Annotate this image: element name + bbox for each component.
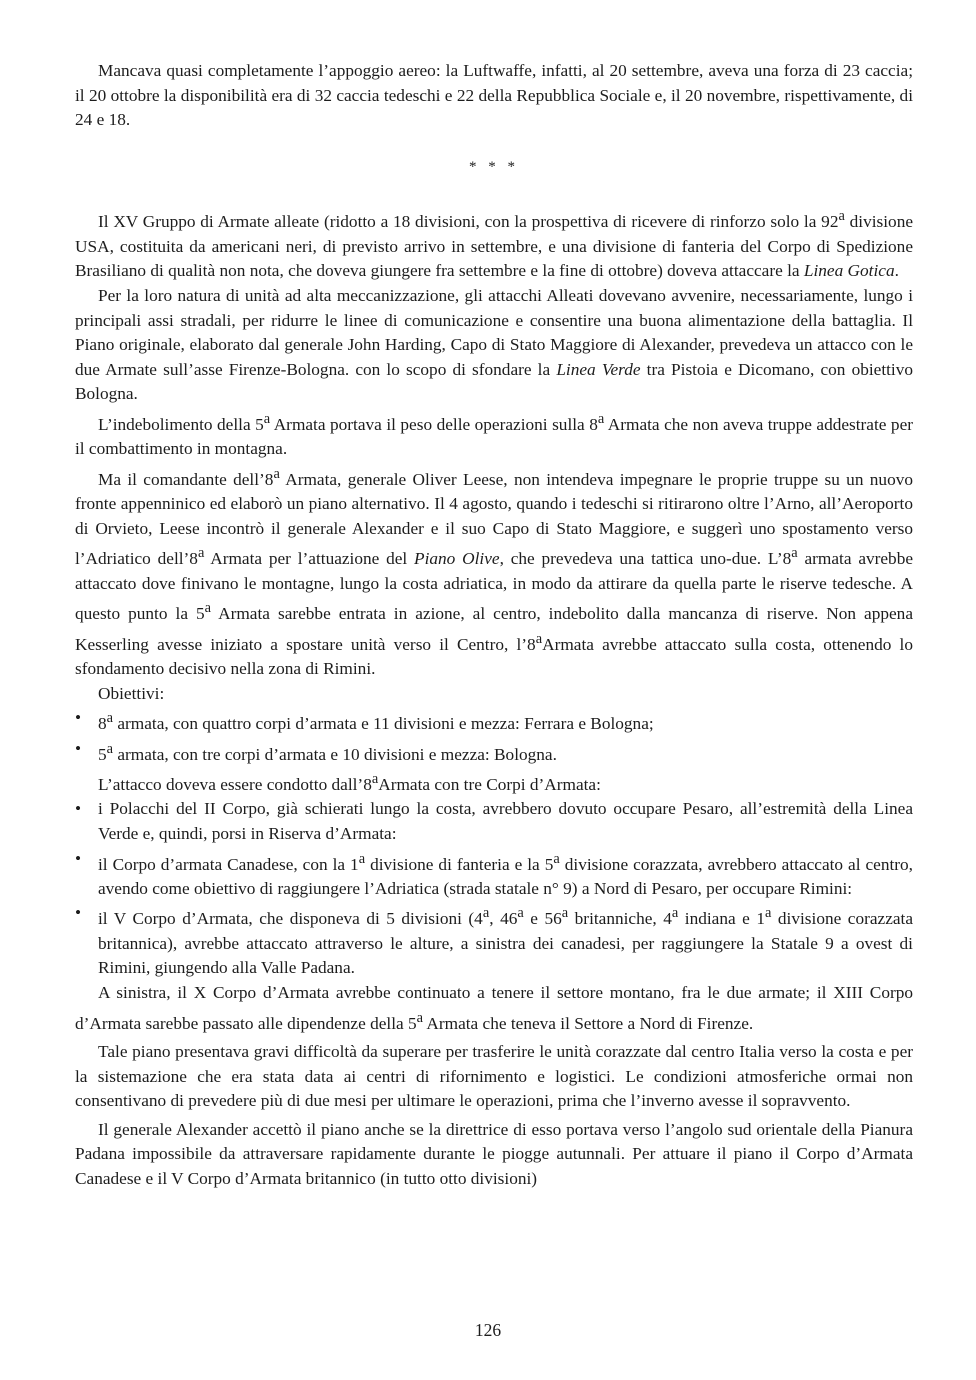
list-item <box>75 737 913 767</box>
ordinal-superscript: a <box>416 1009 424 1026</box>
ordinal-superscript: a <box>671 905 679 922</box>
text-run: Armata con tre Corpi d’Armata: <box>378 774 601 794</box>
paragraph-air-support: Mancava quasi completamente l’appoggio aereo: la Luftwaffe, infatti, al 20 settembre, aveva una forza di 23 caccia; il 20 ottobre la disponibilità era di 32 caccia tedeschi e 22 della Repubblica Sociale e, il 20 novembre, rispettivamente, di 24 e 18. <box>75 61 913 130</box>
paragraph-left-sector <box>75 981 913 1036</box>
list-item <box>75 847 913 902</box>
text-run: Ma il comandante dell’8 <box>98 469 274 489</box>
text-run: , che prevedeva una tattica uno-due. L’8 <box>499 549 792 569</box>
ordinal-superscript: a <box>482 905 490 922</box>
text-run: indiana e 1 <box>678 909 765 929</box>
ordinal-superscript: a <box>106 710 114 727</box>
text-run: armata avrebbe attaccato dove finivano le montagne, lungo la costa adriatica, in modo da attirare da quella parte le riserve tedesche. A questo punto la 5 <box>75 549 914 624</box>
section-separator: * * * <box>469 158 519 175</box>
objectives-list <box>75 706 913 767</box>
corps-list <box>75 797 913 981</box>
text-run: , 46 <box>489 909 518 929</box>
text-run: L’attacco doveva essere condotto dall’8 <box>98 774 372 794</box>
text-run: Per la loro natura di unità ad alta meccanizzazione, gli attacchi Alleati dovevano avvenire, necessariamente, lungo i principali assi stradali, per ridurre le linee di comunicazione e consentire una buona alimentazione della battaglia. Il Piano originale, elaborato dal generale John Harding, Capo di Stato Maggiore di Alexander, prevedeva un attacco con le due Armate sull’asse Firenze-Bologna. con lo scopo di sfondare la <box>75 285 913 379</box>
text-run: divisione di fanteria e la 5 <box>365 854 554 874</box>
text-run: Armata che teneva il Settore a Nord di Firenze. <box>423 1013 754 1033</box>
text-run: 8 <box>98 714 107 734</box>
ordinal-superscript: a <box>765 905 772 922</box>
italic-term: Linea Verde <box>556 359 641 379</box>
text-run: 5 <box>98 744 107 764</box>
paragraph-difficulties: Tale piano presentava gravi difficoltà da superare per trasferire le unità corazzate dal centro Italia verso la costa e per la sistemazione che era stata data ai centri di rifornimento e logistici. Le condizioni atmosferiche ormai non consentivano di prevedere più di due mesi per ultimare le operazioni, prima che l’inverno avesse il sopravvento. <box>75 1041 913 1111</box>
text-run: L’indebolimento della 5 <box>98 414 264 434</box>
text-run: Armata per l’attuazione del <box>204 549 415 569</box>
text-run: armata, con tre corpi d’armata e 10 divisioni e mezza: Bologna. <box>113 744 557 764</box>
ordinal-superscript: a <box>597 410 605 427</box>
text-run: britanniche, 4 <box>568 909 672 929</box>
text-run: e 56 <box>523 909 562 929</box>
paragraph-alexander-accepts: Il generale Alexander accettò il piano anche se la direttrice di esso portava verso l’angolo sud orientale della Pianura Padana impossibile da attraversare rapidamente durante le piogge autunnali. Per attuare il piano il Corpo d’Armata Canadese e il V Corpo d’Armata britannico (in tutto otto divisioni) <box>75 1119 913 1188</box>
italic-term: Piano Olive <box>414 549 500 569</box>
ordinal-superscript: a <box>197 545 205 562</box>
text-run: il Corpo d’armata Canadese, con la 1 <box>98 854 359 874</box>
paragraph-xv-army-group <box>75 204 913 284</box>
ordinal-superscript: a <box>561 905 569 922</box>
text-run: Armata, generale Oliver Leese, non intendeva impegnare le proprie truppe su un nuovo fronte appenninico ed elaborò un piano alternativo. Il 4 agosto, quando i tedeschi si ritirarono oltre l’Arno, all’Aeroporto di Orvieto, Leese incontrò il generale Alexander e il suo Capo di Stato Maggiore, e suggerì uno spostamento verso l’Adriatico dell’8 <box>75 469 913 569</box>
ordinal-superscript: a <box>517 905 524 922</box>
text-run: Armata sarebbe entrata in azione, al centro, indebolito dalla mancanza di riserve. Non appena Kesserling avesse iniziato a spostare unità verso il Centro, l’8 <box>75 604 913 654</box>
ordinal-superscript: a <box>273 465 280 482</box>
ordinal-superscript: a <box>791 545 798 562</box>
paragraph-attack-corps <box>75 767 913 797</box>
text-run: Armata portava il peso delle operazioni sulla 8 <box>270 414 598 434</box>
text-run: tra Pistoia e Dicomano, con obiettivo Bologna. <box>75 359 914 404</box>
text-run: Armata avrebbe attaccato sulla costa, ottenendo lo sfondamento decisivo nella zona di Rimini. <box>75 634 913 679</box>
paragraph-fifth-army <box>75 407 913 462</box>
text-run: armata, con quattro corpi d’armata e 11 divisioni e mezza: Ferrara e Bologna; <box>113 714 654 734</box>
text-run: divisione corazzata britannica), avrebbe attaccato attraverso le alture, a sinistra dei canadesi, per raggiungere la Statale 9 a ovest di Rimini, giungendo alla Valle Padana. <box>98 909 914 978</box>
ordinal-superscript: a <box>263 410 271 427</box>
ordinal-superscript: a <box>838 208 845 225</box>
text-run: A sinistra, il X Corpo d’Armata avrebbe continuato a tenere il settore montano, fra le due armate; il XIII Corpo d’Armata sarebbe passato alle dipendenze della 5 <box>75 983 913 1033</box>
text-run: divisione USA, costituita da americani neri, di previsto arrivo in settembre, e una divisione di fanteria del Corpo di Spedizione Brasiliano di qualità non nota, che doveva giungere fra settembre e la fine di ottobre) doveva attaccare la <box>75 212 914 281</box>
objectives-label: Obiettivi: <box>98 683 165 703</box>
list-item <box>75 706 913 736</box>
ordinal-superscript: a <box>204 600 212 617</box>
ordinal-superscript: a <box>358 850 366 867</box>
ordinal-superscript: a <box>371 770 379 787</box>
body-text <box>75 59 913 1192</box>
paragraph-piano-olive <box>75 462 913 682</box>
text-run: . <box>894 261 899 281</box>
text-run: divisione corazzata, avrebbero attaccato al centro, avendo come obiettivo di raggiungere l’Adriatica (strada statale n° 9) a Nord di Pesaro, per occupare Rimini: <box>98 854 913 898</box>
list-item <box>75 901 913 981</box>
text-run: il V Corpo d’Armata, che disponeva di 5 divisioni (4 <box>98 909 483 929</box>
page-number: 126 <box>474 1320 502 1340</box>
text-run: Il XV Gruppo di Armate alleate (ridotto a 18 divisioni, con la prospettiva di ricevere di rinforzo solo la 92 <box>98 212 839 232</box>
italic-term: Linea Gotica <box>803 261 895 281</box>
ordinal-superscript: a <box>535 630 543 647</box>
list-item: • i Polacchi del II Corpo, già schierati lungo la costa, avrebbero dovuto occupare Pesaro, all’estremità della Linea Verde e, quindi, porsi in Riserva d’Armata: <box>75 797 913 846</box>
ordinal-superscript: a <box>553 850 560 867</box>
paragraph-original-plan <box>75 284 913 407</box>
ordinal-superscript: a <box>106 740 114 757</box>
text-run: Armata che non aveva truppe addestrate per il combattimento in montagna. <box>75 414 913 459</box>
